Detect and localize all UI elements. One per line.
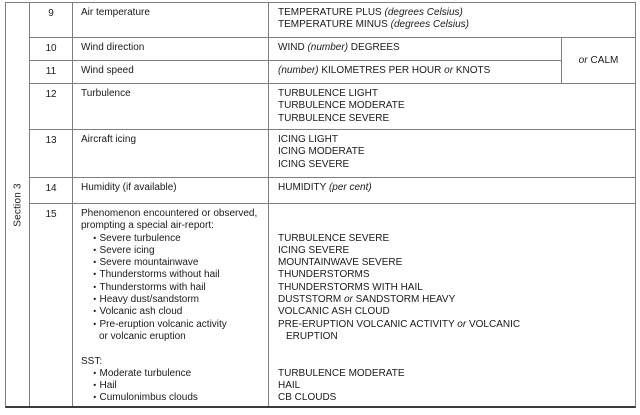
description-text: Humidity (if available) <box>81 182 177 193</box>
table-row-10 <box>30 38 635 60</box>
item-description <box>73 60 269 83</box>
code-line: CB CLOUDS <box>278 392 337 404</box>
bullet-item: • Thunderstorms with hail <box>93 281 206 293</box>
blank-line <box>278 343 630 355</box>
bullet-item: • Severe icing <box>93 244 155 256</box>
or-calm-cell: or CALM <box>561 38 635 83</box>
bullet-item: • Severe turbulence <box>93 232 181 244</box>
code-line: TURBULENCE MODERATE <box>278 100 405 112</box>
code-line: VOLCANIC ASH CLOUD <box>278 306 390 318</box>
item-number: 14 <box>30 178 73 203</box>
description-text: Phenomenon encountered or observed, <box>81 208 258 219</box>
code-line: TURBULENCE LIGHT <box>278 88 379 99</box>
blank-line <box>278 356 630 368</box>
description-text: Wind speed <box>81 65 134 76</box>
code-cell <box>269 178 635 203</box>
code-cell <box>269 3 635 37</box>
code-line: WIND (number) DEGREES <box>278 42 400 53</box>
bullet-item: • Volcanic ash cloud <box>93 306 183 318</box>
bullet-icon: • <box>93 307 97 317</box>
item-number: 10 <box>30 38 73 60</box>
code-line: DUSTSTORM or SANDSTORM HEAVY <box>278 294 456 306</box>
bullet-icon: • <box>93 270 97 280</box>
section-column <box>6 3 30 406</box>
bullet-icon: • <box>93 295 97 305</box>
wind-rows-group <box>30 37 635 83</box>
description-text: Turbulence <box>81 88 131 99</box>
table-row-13 <box>30 129 635 177</box>
bullet-item: • Hail <box>93 380 117 392</box>
table-row-15 <box>30 203 635 406</box>
item-number: 11 <box>30 60 73 83</box>
code-line: PRE-ERUPTION VOLCANIC ACTIVITY or VOLCANIC <box>278 318 521 330</box>
bullet-icon: • <box>93 393 97 403</box>
code-line: (number) KILOMETRES PER HOUR or KNOTS <box>278 65 491 76</box>
code-line: HUMIDITY (per cent) <box>278 182 372 193</box>
code-line: ICING MODERATE <box>278 146 365 158</box>
code-cell <box>269 84 635 129</box>
code-line: TURBULENCE SEVERE <box>278 112 390 124</box>
description-text: Aircraft icing <box>81 134 137 145</box>
description-text: Wind direction <box>81 42 145 53</box>
code-cell <box>269 60 561 83</box>
code-line: TEMPERATURE PLUS (degrees Celsius) <box>278 7 463 18</box>
bullet-icon: • <box>93 368 97 379</box>
bullet-icon: • <box>93 319 97 329</box>
code-line: THUNDERSTORMS <box>278 269 370 281</box>
code-line: ICING SEVERE <box>278 244 350 256</box>
table-row-9 <box>30 3 635 37</box>
code-cell <box>269 204 635 406</box>
code-cell <box>269 130 635 177</box>
code-line: TEMPERATURE MINUS (degrees Celsius) <box>278 19 469 31</box>
item-description <box>73 38 269 60</box>
item-description <box>73 178 269 203</box>
item-number: 15 <box>30 204 73 406</box>
code-line: THUNDERSTORMS WITH HAIL <box>278 281 423 293</box>
description-text: Air temperature <box>81 7 150 18</box>
code-line: ICING SEVERE <box>278 158 350 170</box>
code-line: ICING LIGHT <box>278 134 339 145</box>
item-description <box>73 130 269 177</box>
description-text: SST: <box>81 355 103 367</box>
bullet-item: • Severe mountainwave <box>93 257 199 269</box>
code-line: ERUPTION <box>286 330 338 342</box>
table-row-11 <box>30 60 635 83</box>
code-cell <box>269 38 561 60</box>
blank-line <box>81 343 263 355</box>
bullet-icon: • <box>93 233 97 243</box>
code-line: TURBULENCE MODERATE <box>278 367 405 379</box>
item-number: 12 <box>30 84 73 129</box>
bullet-item: • Heavy dust/sandstorm <box>93 294 200 306</box>
code-line: MOUNTAINWAVE SEVERE <box>278 257 403 269</box>
table-rows <box>30 3 635 406</box>
item-description <box>73 3 269 37</box>
bullet-item: • Pre-eruption volcanic activity <box>93 318 227 330</box>
bullet-icon: • <box>93 282 97 293</box>
blank-line <box>278 208 630 220</box>
bullet-item: • Cumulonimbus clouds <box>93 392 198 404</box>
bullet-icon: • <box>93 381 97 391</box>
item-description <box>73 204 269 406</box>
bullet-icon: • <box>93 258 97 268</box>
item-description <box>73 84 269 129</box>
code-line: TURBULENCE SEVERE <box>278 232 390 244</box>
code-line: HAIL <box>278 380 301 392</box>
description-text: or volcanic eruption <box>99 330 186 342</box>
section-label: Section 3 <box>12 182 23 227</box>
blank-line <box>278 220 630 232</box>
item-number: 13 <box>30 130 73 177</box>
bullet-item: • Thunderstorms without hail <box>93 269 220 281</box>
table-row-14 <box>30 177 635 203</box>
table-row-12 <box>30 83 635 129</box>
description-text: prompting a special air-report: <box>81 220 214 232</box>
air-report-table <box>5 2 636 408</box>
item-number: 9 <box>30 3 73 37</box>
bullet-item: • Moderate turbulence <box>93 367 192 379</box>
bullet-icon: • <box>93 245 97 256</box>
